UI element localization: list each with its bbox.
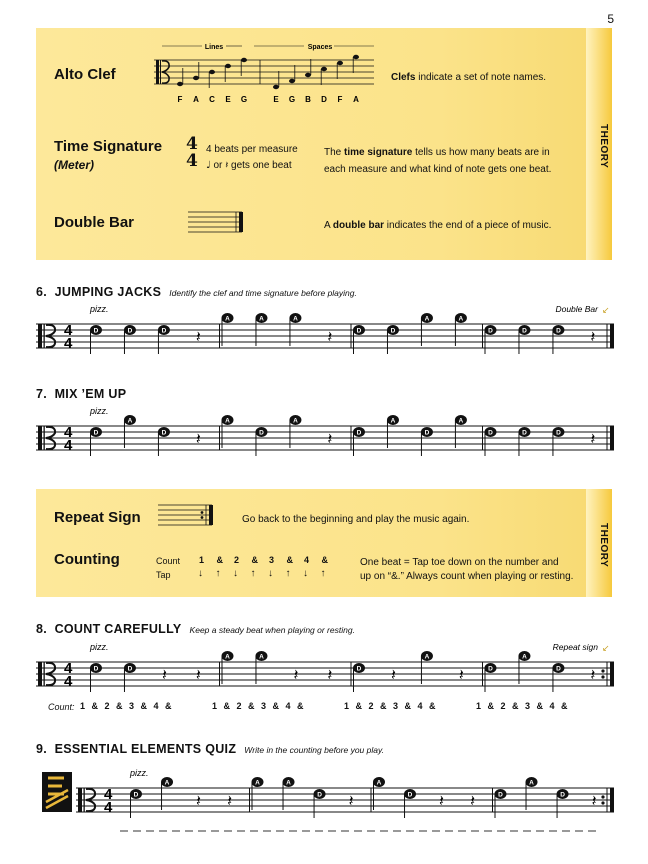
count-measure: 1 & 2 & 3 & 4 & xyxy=(476,701,568,711)
quarter-rest-icon: 𝄽 xyxy=(590,431,596,448)
time-signature-symbol: 4 4 xyxy=(186,134,198,171)
note-D xyxy=(353,325,365,354)
quarter-rest-icon: 𝄽 xyxy=(227,793,232,810)
quarter-rest-icon: 𝄽 xyxy=(161,667,167,684)
note-letter: D xyxy=(556,327,561,335)
alto-clef-term: Alto Clef xyxy=(54,66,116,83)
note-letter: D xyxy=(556,429,561,437)
time-sig-bottom: 4 xyxy=(104,799,113,816)
note-D xyxy=(404,789,416,818)
theory-tab-label: THEORY xyxy=(598,124,609,169)
note-letter: A xyxy=(259,653,264,661)
note-letter: D xyxy=(488,665,493,673)
count-mark: 4 xyxy=(304,555,310,565)
note-letter: A xyxy=(225,417,230,425)
note-A xyxy=(161,777,173,810)
note-letter: D xyxy=(390,327,396,335)
quarter-rest-icon: 𝄽 xyxy=(458,667,464,684)
clef-description: Clefs indicate a set of note names. xyxy=(391,72,547,83)
note-letter: D xyxy=(488,429,493,437)
note-letter: D xyxy=(556,665,561,673)
note-letter: D xyxy=(93,327,99,335)
arrow-down-icon: ↓ xyxy=(268,568,273,579)
note-A xyxy=(289,313,301,346)
theory-box-clef-time-bar xyxy=(36,28,612,260)
note-letter: A xyxy=(164,779,170,787)
theory-box-repeat-counting xyxy=(36,489,612,597)
note-letter: D xyxy=(317,791,322,799)
count-row-label: Count: xyxy=(48,702,75,712)
spaces-label: Spaces xyxy=(307,44,333,51)
count-mark: & xyxy=(321,555,328,565)
time-sig-top: 4 xyxy=(104,786,113,803)
note-D xyxy=(387,325,399,354)
note-letter: A xyxy=(458,315,464,323)
counting-answer-blanks[interactable] xyxy=(120,826,610,836)
note-letter: D xyxy=(161,429,167,437)
note-A xyxy=(289,415,301,448)
line-note-names xyxy=(178,95,248,104)
note-gets-beat: ♩ or 𝄽 gets one beat xyxy=(206,160,292,171)
note-letter: A xyxy=(458,417,464,425)
repeat-sign-diagram xyxy=(158,503,218,529)
arrow-icon: ↙ xyxy=(602,305,610,315)
quarter-rest-icon: 𝄽 xyxy=(591,793,597,810)
note-letter: D xyxy=(522,429,527,437)
count-measure: 1 & 2 & 3 & 4 & xyxy=(80,701,172,711)
time-sig-top: 4 xyxy=(64,322,73,339)
exercise-8-title: 8. COUNT CAREFULLY Keep a steady beat when playing or resting. xyxy=(36,622,355,636)
counting-term: Counting xyxy=(54,551,120,568)
note-letter: A xyxy=(529,779,534,787)
arrow-up-icon: ↑ xyxy=(215,568,221,579)
note-name: C xyxy=(209,95,215,104)
note-letter: A xyxy=(293,417,298,425)
final-thick-bar xyxy=(610,788,614,812)
arrow-down-icon: ↓ xyxy=(303,568,308,579)
repeat-dot xyxy=(601,675,604,678)
quarter-rest-icon: 𝄽 xyxy=(327,329,333,346)
note-D xyxy=(124,325,136,354)
quarter-note-icon: ♩ xyxy=(206,160,211,171)
count-measure: 1 & 2 & 3 & 4 & xyxy=(212,701,304,711)
pizz-marking: pizz. xyxy=(130,768,149,778)
note-name: G xyxy=(240,95,248,104)
exercise-6-title: 6. JUMPING JACKS Identify the clef and time signature before playing. xyxy=(36,285,357,299)
time-sig-top: 4 xyxy=(64,424,73,441)
note-letter: D xyxy=(498,791,503,799)
exercise-7-staff xyxy=(36,402,616,466)
quarter-rest-icon: 𝄽 xyxy=(439,793,444,810)
note-letter: D xyxy=(522,327,527,335)
note-D xyxy=(518,427,530,456)
quarter-rest-icon: 𝄽 xyxy=(470,793,475,810)
note-letter: D xyxy=(424,429,430,437)
note-A xyxy=(255,651,267,684)
count-measure: 1 & 2 & 3 & 4 & xyxy=(344,701,436,711)
note-A xyxy=(124,415,136,448)
exercise-8-staff xyxy=(36,638,616,702)
note-D xyxy=(353,663,365,692)
note-letter: D xyxy=(356,327,362,335)
time-sig-bottom: 4 xyxy=(64,437,73,454)
note-D xyxy=(158,427,170,456)
arrow-down-icon: ↓ xyxy=(233,568,238,579)
note-name: F xyxy=(177,95,183,104)
count-label: Count xyxy=(156,556,181,566)
note-letter: D xyxy=(356,665,362,673)
quarter-rest-icon: 𝄽 xyxy=(293,667,299,684)
note-letter: A xyxy=(259,315,264,323)
count-mark: & xyxy=(216,555,223,565)
arrow-up-icon: ↑ xyxy=(285,568,291,579)
quarter-rest-icon: 𝄽 xyxy=(225,160,229,171)
note-D xyxy=(485,427,497,456)
note-D xyxy=(421,427,433,456)
note-D xyxy=(90,325,102,354)
beats-per-measure: 4 beats per measure xyxy=(206,144,298,155)
exercise-9-staff xyxy=(36,764,616,828)
note-letter: A xyxy=(225,653,230,661)
double-bar-term: Double Bar xyxy=(54,214,135,231)
note-name: A xyxy=(353,95,359,104)
note-letter: D xyxy=(259,429,264,437)
right-label: Repeat sign xyxy=(552,642,598,652)
count-mark: 2 xyxy=(234,555,240,565)
note-D xyxy=(353,427,365,456)
repeat-dot xyxy=(601,801,604,804)
note-letter: D xyxy=(407,791,413,799)
tap-label: Tap xyxy=(156,570,171,580)
note-D xyxy=(495,789,507,818)
note-D xyxy=(158,325,170,354)
note-letter: A xyxy=(376,779,382,787)
arrow-icon: ↙ xyxy=(602,643,610,653)
quarter-rest-icon: 𝄽 xyxy=(590,667,596,684)
lines-label: Lines xyxy=(204,44,224,51)
note-letter: A xyxy=(255,779,260,787)
quarter-rest-icon: 𝄽 xyxy=(195,329,201,346)
note-letter: A xyxy=(390,417,396,425)
theory-tab-label: THEORY xyxy=(598,523,609,568)
note-name: F xyxy=(337,95,343,104)
note-A xyxy=(283,777,295,810)
note-letter: D xyxy=(127,665,133,673)
note-name: D xyxy=(321,95,327,104)
time-sig-top: 4 xyxy=(64,660,73,677)
repeat-sign-description: Go back to the beginning and play the music again. xyxy=(242,514,470,525)
space-note-names xyxy=(273,95,359,104)
note-A xyxy=(252,777,264,810)
arrow-up-icon: ↑ xyxy=(250,568,256,579)
note-letter: A xyxy=(225,315,230,323)
exercise-9-title: 9. ESSENTIAL ELEMENTS QUIZ Write in the counting before you play. xyxy=(36,742,384,756)
note-A xyxy=(387,415,399,448)
time-sig-bottom: 4 xyxy=(64,673,73,690)
arrow-down-icon: ↓ xyxy=(198,568,203,579)
note-D xyxy=(90,663,102,692)
note-letter: A xyxy=(127,417,133,425)
count-mark: & xyxy=(251,555,258,565)
note-A xyxy=(222,313,234,346)
count-mark: 3 xyxy=(269,555,275,565)
note-D xyxy=(485,325,497,354)
meter-term: (Meter) xyxy=(54,158,95,172)
note-A xyxy=(373,777,385,810)
note-D xyxy=(552,663,564,692)
final-thick-bar xyxy=(610,324,614,348)
pizz-marking: pizz. xyxy=(90,642,109,652)
note-A xyxy=(526,777,538,810)
note-name: B xyxy=(305,95,311,104)
final-thick-bar xyxy=(610,662,614,686)
repeat-dot xyxy=(601,795,604,798)
time-signature-description: The time signature tells us how many beats are in each measure and what kind of note gets one beat. xyxy=(324,147,552,175)
quarter-rest-icon: 𝄽 xyxy=(590,329,596,346)
time-signature-term: Time Signature xyxy=(54,138,163,155)
note-letter: D xyxy=(488,327,493,335)
note-A xyxy=(222,651,234,684)
quarter-rest-icon: 𝄽 xyxy=(327,667,333,684)
note-D xyxy=(124,663,136,692)
note-letter: D xyxy=(560,791,565,799)
quarter-rest-icon: 𝄽 xyxy=(196,793,201,810)
note-D xyxy=(314,789,326,818)
note-letter: D xyxy=(93,665,99,673)
note-D xyxy=(552,325,564,354)
repeat-dot xyxy=(601,669,604,672)
count-mark: 1 xyxy=(199,555,205,565)
exercise-7-title: 7. MIX ’EM UP xyxy=(36,387,127,401)
quarter-rest-icon: 𝄽 xyxy=(327,431,333,448)
pizz-marking: pizz. xyxy=(90,406,109,416)
double-bar-description: A double bar indicates the end of a piece of music. xyxy=(324,220,552,231)
note-D xyxy=(557,789,569,818)
note-D xyxy=(518,325,530,354)
counting-description: One beat = Tap toe down on the number and up on “&.” Always count when playing or resting. xyxy=(360,557,574,582)
note-name: E xyxy=(273,95,279,104)
pizz-marking: pizz. xyxy=(90,304,109,314)
note-A xyxy=(518,651,530,684)
alto-clef-staff-diagram xyxy=(154,40,374,108)
note-name: G xyxy=(288,95,296,104)
note-name: E xyxy=(225,95,231,104)
note-A xyxy=(455,313,467,346)
final-thick-bar xyxy=(610,426,614,450)
note-letter: A xyxy=(424,315,430,323)
note-letter: D xyxy=(356,429,362,437)
note-letter: D xyxy=(133,791,139,799)
note-letter: A xyxy=(522,653,527,661)
quarter-rest-icon: 𝄽 xyxy=(390,667,396,684)
count-mark: & xyxy=(286,555,293,565)
note-A xyxy=(421,651,433,684)
note-name: A xyxy=(193,95,199,104)
arrow-up-icon: ↑ xyxy=(320,568,326,579)
right-label: Double Bar xyxy=(555,304,598,314)
note-letter: D xyxy=(161,327,167,335)
note-letter: A xyxy=(293,315,298,323)
note-D xyxy=(90,427,102,456)
note-A xyxy=(222,415,234,448)
note-A xyxy=(421,313,433,346)
repeat-sign-term: Repeat Sign xyxy=(54,509,141,526)
note-letter: D xyxy=(93,429,99,437)
note-D xyxy=(130,789,142,818)
note-D xyxy=(485,663,497,692)
note-A xyxy=(255,313,267,346)
note-D xyxy=(552,427,564,456)
note-A xyxy=(455,415,467,448)
note-letter: A xyxy=(286,779,291,787)
exercise-6-staff xyxy=(36,300,616,364)
time-sig-bottom: 4 xyxy=(64,335,73,352)
note-D xyxy=(255,427,267,456)
note-letter: A xyxy=(424,653,430,661)
quarter-rest-icon: 𝄽 xyxy=(195,431,201,448)
note-letter: D xyxy=(127,327,133,335)
double-bar-diagram xyxy=(188,210,248,236)
quarter-rest-icon: 𝄽 xyxy=(195,667,201,684)
page-number: 5 xyxy=(607,12,614,26)
quarter-rest-icon: 𝄽 xyxy=(348,793,354,810)
